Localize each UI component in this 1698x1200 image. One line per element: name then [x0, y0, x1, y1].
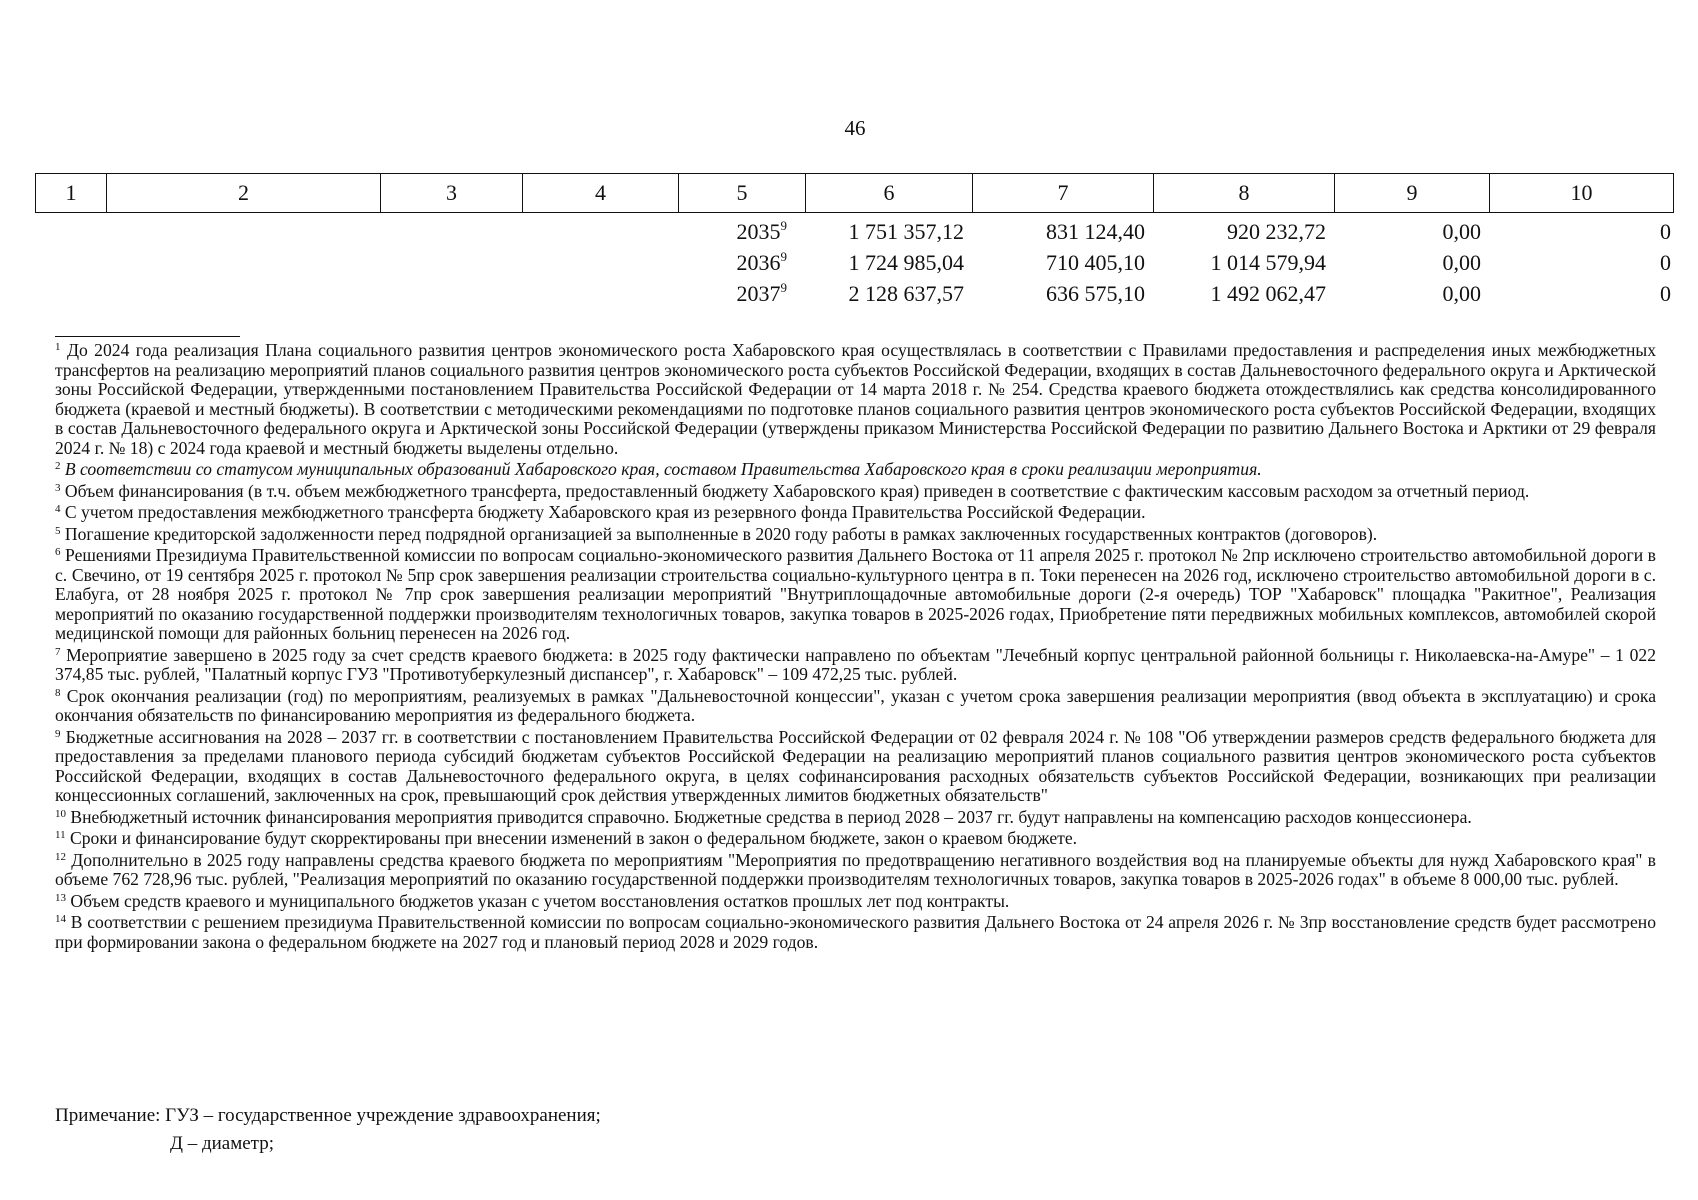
table-row: [35, 247, 1673, 278]
empty-cell: [522, 216, 678, 247]
footnote-separator: [55, 336, 240, 337]
amount-cell: 1 014 579,94: [1210, 249, 1326, 275]
empty-cell: [380, 247, 522, 278]
footnote-text: Сроки и финансирование будут скорректированы при внесении изменений в закон о федеральном бюджете, закон о краевом бюджете.: [65, 828, 1078, 848]
column-number-cell: 9: [1335, 174, 1490, 213]
year-value: 2037: [736, 280, 781, 306]
footnote: [55, 646, 1656, 685]
footnote: [55, 808, 1656, 828]
empty-cell: [106, 216, 380, 247]
amount-cell: 0,00: [1442, 280, 1481, 306]
footnote-number: 7: [55, 645, 61, 658]
column-number-cell: 3: [381, 174, 523, 213]
amount-cell: 710 405,10: [1046, 249, 1145, 275]
note-line: Д – диаметр;: [170, 1133, 274, 1154]
year-cell: [678, 247, 805, 278]
footnote: [55, 829, 1656, 849]
footnote: [55, 687, 1656, 726]
empty-cell: [380, 278, 522, 309]
amount-cell: 636 575,10: [1046, 280, 1145, 306]
column-number-cell: 1: [36, 174, 107, 213]
empty-cell: [522, 247, 678, 278]
footnote-text: Мероприятие завершено в 2025 году за счет средств краевого бюджета: в 2025 году фактически направлено по объектам "Лечебный корпус центральной районной больницы г. Николаевска-на-Амуре" – 1 022 374,85 тыс. рублей, "Палатный корпус ГУЗ "Противотуберкулезный диспансер", г. Хабаровск" – 109 472,25 тыс. рублей.: [55, 644, 1656, 684]
footnote: [55, 341, 1656, 458]
empty-cell: [35, 247, 106, 278]
footnote-text: В соответствии со статусом муниципальных образований Хабаровского края, составом Правительства Хабаровского края в сроки реализации мероприятия.: [60, 459, 1262, 479]
footnote-text: Дополнительно в 2025 году направлены средства краевого бюджета по мероприятиям "Мероприятия по предотвращению негативного воздействия вод на планируемые объекты для нужд Хабаровского края" в объеме 762 728,96 тыс. рублей, "Реализация мероприятий по оказанию государственной поддержки производителям технологичных товаров, закупка товаров в 2025-2026 годах" в объеме 8 000,00 тыс. рублей.: [55, 849, 1656, 889]
footnote-number: 1: [55, 341, 61, 353]
amount-cell: 1 724 985,04: [848, 249, 964, 275]
footnote-number: 12: [55, 850, 66, 863]
table-row: [35, 278, 1673, 309]
amount-cell: 0: [1660, 218, 1671, 244]
note-line: Примечание: ГУЗ – государственное учреждение здравоохранения;: [55, 1105, 601, 1126]
page-number: 46: [844, 116, 866, 140]
amount-cell: 0,00: [1442, 249, 1481, 275]
footnote: [55, 460, 1656, 480]
amount-cell: 831 124,40: [1046, 218, 1145, 244]
footnote-mark: 9: [780, 279, 787, 295]
footnote-text: В соответствии с решением президиума Правительственной комиссии по вопросам социально-экономического развития Дальнего Востока от 24 апреля 2026 г. № 3пр восстановление средств будет рассмотрено при формировании закона о федеральном бюджете на 2027 год и плановый период 2028 и 2029 годов.: [55, 912, 1656, 952]
empty-cell: [35, 216, 106, 247]
footnote: [55, 546, 1656, 644]
footnote-mark: 9: [780, 248, 787, 264]
footnote-number: 3: [55, 481, 61, 494]
footnote-number: 6: [55, 546, 61, 558]
footnote-text: Решениями Президиума Правительственной комиссии по вопросам социально-экономического развития Дальнего Востока от 11 апреля 2025 г. протокол № 2пр исключено строительство автомобильной дороги в с. Свечино, от 19 сентября 2025 г. протокол № 5пр срок завершения реализации строительства социально-культурного центра в п. Токи перенесен на 2026 год, исключено строительство автомобильной дороги в с. Елабуга, от 28 ноября 2025 г. протокол № 7пр срок завершения реализации мероприятий "Внутриплощадочные автомобильные дороги (2-я очередь) ТОР "Хабаровск" площадка "Ракитное", Реализация мероприятий по оказанию государственной поддержки производителям технологичных товаров, закупка товаров в 2025-2026 годах, Приобретение пяти передвижных мобильных комплексов, автомобилей скорой медицинской помощи для районных больниц перенесен на 2026 год.: [55, 545, 1656, 643]
year-cell: [678, 278, 805, 309]
header-row: [36, 174, 1674, 213]
footnote-number: 2: [55, 460, 61, 472]
amount-cell: 1 751 357,12: [848, 218, 964, 244]
financing-table: [35, 216, 1673, 309]
year-value: 2035: [736, 218, 781, 244]
footnote-text: До 2024 года реализация Плана социального развития центров экономического роста Хабаровского края осуществлялась в соответствии с Правилами предоставления и распределения иных межбюджетных трансфертов на реализацию мероприятий планов социального развития центров экономического роста субъектов Российской Федерации, входящих в состав Дальневосточного федерального округа и Арктической зоны Российской Федерации, утвержденными постановлением Правительства Российской Федерации от 14 марта 2018 г. № 254. Средства краевого бюджета отождествлялись как средства консолидированного бюджета (краевой и местный бюджеты). В соответствии с методическими рекомендациями по подготовке планов социального развития центров экономического роста субъектов Российской Федерации, входящих в состав Дальневосточного федерального округа и Арктической зоны Российской Федерации (утверждены приказом Министерства Российской Федерации по развитию Дальнего Востока и Арктики от 29 февраля 2024 г. № 18) с 2024 года краевой и местный бюджеты выделены отдельно.: [55, 340, 1656, 458]
year-cell: [678, 216, 805, 247]
footnote-text: Бюджетные ассигнования на 2028 – 2037 гг. в соответствии с постановлением Правительства Российской Федерации от 02 февраля 2024 г. № 108 "Об утверждении размеров средств федерального бюджета для предоставления за пределами планового периода субсидий бюджетам субъектов Российской Федерации на реализацию мероприятий планов социального развития центров экономического роста субъектов Российской Федерации, входящих в состав Дальневосточного федерального округа, в целях софинансирования расходных обязательств субъектов Российской Федерации, возникающих при реализации концессионных соглашений, заключенных на срок, превышающий срок действия утвержденных лимитов бюджетных обязательств": [55, 726, 1656, 805]
column-number-cell: 2: [107, 174, 381, 213]
footnote-number: 10: [55, 807, 66, 820]
column-number-cell: 8: [1154, 174, 1335, 213]
footnote: [55, 892, 1656, 912]
year-value: 2036: [736, 249, 781, 275]
footnote-text: С учетом предоставления межбюджетного трансферта бюджету Хабаровского края из резервного фонда Правительства Российской Федерации.: [60, 502, 1146, 522]
footnote: [55, 482, 1656, 502]
empty-cell: [35, 278, 106, 309]
footnote-number: 11: [55, 829, 66, 841]
column-number-header: [35, 173, 1674, 213]
footnote-number: 5: [55, 524, 61, 537]
note-block: [55, 1102, 601, 1158]
footnote-text: Погашение кредиторской задолженности перед подрядной организацией за выполненные в 2020 году работы в рамках заключенных государственных контрактов (договоров).: [60, 523, 1378, 544]
amount-cell: 0: [1660, 249, 1671, 275]
empty-cell: [106, 278, 380, 309]
column-number-cell: 4: [523, 174, 679, 213]
column-number-cell: 7: [973, 174, 1154, 213]
footnote-text: Внебюджетный источник финансирования мероприятия приводится справочно. Бюджетные средства в период 2028 – 2037 гг. будут направлены на компенсацию расходов концессионера.: [66, 806, 1472, 827]
amount-cell: 0,00: [1442, 218, 1481, 244]
table-row: [35, 216, 1673, 247]
footnotes: [55, 341, 1656, 954]
empty-cell: [522, 278, 678, 309]
footnote: [55, 728, 1656, 806]
footnote-mark: 9: [780, 217, 787, 233]
footnote: [55, 913, 1656, 952]
footnote-text: Объем средств краевого и муниципального бюджетов указан с учетом восстановления остатков прошлых лет под контракты.: [66, 890, 1010, 911]
footnote-text: Объем финансирования (в т.ч. объем межбюджетного трансферта, предоставленный бюджету Хабаровского края) приведен в соответствие с фактическим кассовым расходом за отчетный период.: [60, 480, 1530, 501]
amount-cell: 1 492 062,47: [1210, 280, 1326, 306]
footnote-text: Срок окончания реализации (год) по мероприятиям, реализуемых в рамках "Дальневосточной концессии", указан с учетом срока завершения реализации мероприятия (ввод объекта в эксплуатацию) и срока окончания обязательств по финансированию мероприятия из федерального бюджета.: [55, 685, 1656, 725]
footnote: [55, 851, 1656, 890]
footnote-number: 8: [55, 686, 61, 699]
amount-cell: 0: [1660, 280, 1671, 306]
footnote: [55, 503, 1656, 523]
footnote-number: 9: [55, 727, 61, 740]
footnote-number: 14: [55, 913, 66, 925]
column-number-cell: 10: [1490, 174, 1674, 213]
footnote-number: 13: [55, 891, 66, 904]
empty-cell: [106, 247, 380, 278]
empty-cell: [380, 216, 522, 247]
column-number-cell: 6: [806, 174, 973, 213]
footnote-number: 4: [55, 503, 61, 515]
amount-cell: 920 232,72: [1227, 218, 1326, 244]
footnote: [55, 525, 1656, 545]
amount-cell: 2 128 637,57: [848, 280, 964, 306]
column-number-cell: 5: [679, 174, 806, 213]
